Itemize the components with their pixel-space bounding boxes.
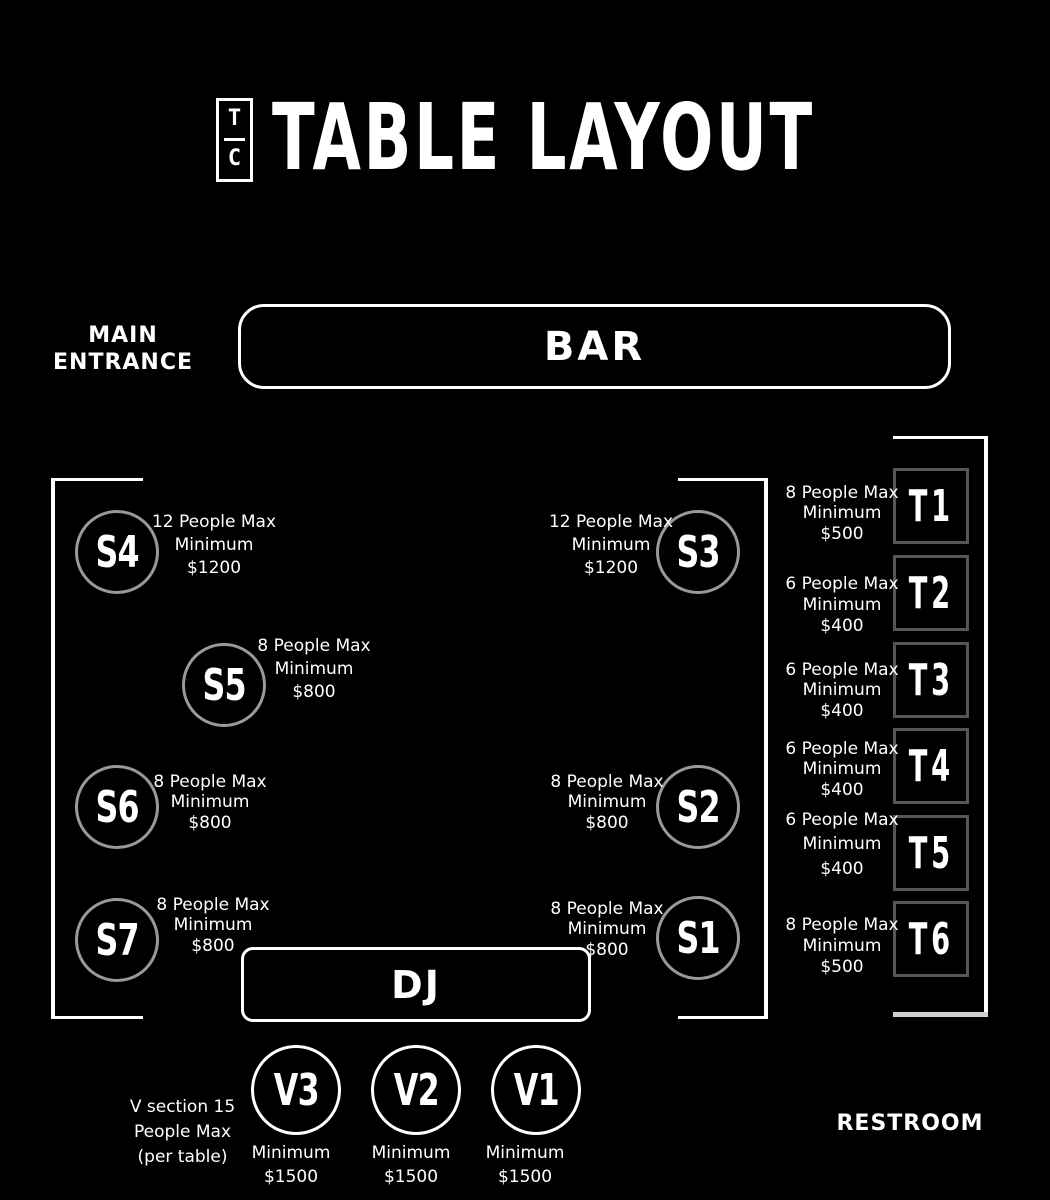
table-s2-capacity: 8 People Max: [550, 772, 664, 792]
table-s6-min-label: Minimum: [170, 792, 250, 812]
table-v2-min-amount: $1500: [383, 1167, 439, 1187]
table-t2-capacity: 6 People Max: [785, 574, 899, 594]
table-s7-capacity: 8 People Max: [156, 895, 270, 915]
table-s7-label: S7: [95, 914, 139, 966]
table-t3-min-label: Minimum: [802, 680, 882, 700]
logo-letter-c: C: [227, 146, 242, 171]
logo-letter-t: T: [227, 106, 242, 131]
table-s4-min-amount: $1200: [186, 558, 242, 578]
table-t1-label: T1: [908, 480, 954, 532]
table-s2-min-label: Minimum: [567, 792, 647, 812]
table-t6-label: T6: [908, 913, 954, 965]
table-t6-min-amount: $500: [820, 957, 864, 977]
v-section-info: [110, 1095, 255, 1170]
logo-divider: [224, 138, 245, 141]
table-s6-capacity: 8 People Max: [153, 772, 267, 792]
table-s3-capacity: 12 People Max: [548, 512, 674, 532]
table-v3-min-amount: $1500: [263, 1167, 319, 1187]
table-t5-label: T5: [908, 827, 954, 879]
table-s5-info: [250, 635, 378, 703]
table-s6-label: S6: [95, 781, 139, 833]
table-t4-label: T4: [908, 740, 954, 792]
table-s5-min-label: Minimum: [274, 659, 354, 679]
v-section-line-3: (per table): [137, 1147, 228, 1167]
table-s7-info: [149, 894, 277, 959]
table-s5-label: S5: [202, 659, 246, 711]
table-t6-min-label: Minimum: [802, 936, 882, 956]
table-v1-label: V1: [513, 1064, 559, 1116]
venue-logo: [216, 98, 253, 182]
table-s2-info: [543, 771, 671, 836]
table-s7-min-label: Minimum: [173, 915, 253, 935]
page-title: TABLE LAYOUT: [272, 84, 815, 191]
table-t4-capacity: 6 People Max: [785, 739, 899, 759]
table-v1-info: [470, 1141, 580, 1189]
table-s1-label: S1: [676, 912, 720, 964]
table-v2-info: [356, 1141, 466, 1189]
dj-booth: DJ: [241, 947, 591, 1022]
table-t1-info: [771, 482, 913, 547]
table-t4-min-label: Minimum: [802, 759, 882, 779]
table-v1-min-amount: $1500: [497, 1167, 553, 1187]
table-s2-label: S2: [676, 781, 720, 833]
v-section-line-1: V section 15: [129, 1097, 236, 1117]
table-v3-label: V3: [273, 1064, 319, 1116]
table-s1-info: [543, 898, 671, 963]
table-s6-min-amount: $800: [188, 813, 232, 833]
table-t2-min-label: Minimum: [802, 595, 882, 615]
table-t1-capacity: 8 People Max: [785, 483, 899, 503]
table-s5-min-amount: $800: [292, 682, 336, 702]
table-t5-min-amount: $400: [820, 859, 864, 879]
table-t6-info: [771, 914, 913, 978]
table-s7[interactable]: [75, 898, 159, 982]
table-t4-min-amount: $400: [820, 780, 864, 800]
table-v2[interactable]: [371, 1045, 461, 1135]
table-t2-label: T2: [908, 567, 954, 619]
table-v2-label: V2: [393, 1064, 439, 1116]
restroom-label: RESTROOM: [836, 1111, 984, 1136]
table-t3-min-amount: $400: [820, 701, 864, 721]
table-s3-label: S3: [676, 526, 720, 578]
bar-area: BAR: [238, 304, 951, 389]
table-v3[interactable]: [251, 1045, 341, 1135]
table-v1[interactable]: [491, 1045, 581, 1135]
main-entrance-line-1: MAIN: [88, 323, 158, 348]
table-t2-info: [771, 573, 913, 637]
table-t3-info: [771, 659, 913, 724]
table-t5-capacity: 6 People Max: [785, 810, 899, 830]
table-s3-min-label: Minimum: [571, 535, 651, 555]
table-t2-min-amount: $400: [820, 616, 864, 636]
table-s4-info: [145, 511, 283, 579]
table-s4-min-label: Minimum: [174, 535, 254, 555]
table-s1-capacity: 8 People Max: [550, 899, 664, 919]
main-entrance-label: [52, 322, 194, 376]
table-s1-min-label: Minimum: [567, 919, 647, 939]
main-entrance-line-2: ENTRANCE: [53, 350, 193, 375]
table-t5-info: [771, 809, 913, 880]
table-v1-min-label: Minimum: [485, 1143, 565, 1163]
table-v3-info: [236, 1141, 346, 1189]
v-section-line-2: People Max: [133, 1122, 232, 1142]
table-s2-min-amount: $800: [585, 813, 629, 833]
table-s5-capacity: 8 People Max: [257, 636, 371, 656]
table-s3-info: [538, 511, 684, 579]
table-s4-label: S4: [95, 526, 139, 578]
table-s7-min-amount: $800: [191, 936, 235, 956]
table-t1-min-amount: $500: [820, 524, 864, 544]
table-t6-capacity: 8 People Max: [785, 915, 899, 935]
table-t1-min-label: Minimum: [802, 503, 882, 523]
table-t4-info: [771, 738, 913, 803]
table-s1-min-amount: $800: [585, 940, 629, 960]
table-t5-min-label: Minimum: [802, 834, 882, 854]
table-t3-capacity: 6 People Max: [785, 660, 899, 680]
table-v3-min-label: Minimum: [251, 1143, 331, 1163]
table-s6-info: [146, 771, 274, 836]
table-v2-min-label: Minimum: [371, 1143, 451, 1163]
table-s4-capacity: 12 People Max: [151, 512, 277, 532]
table-t3-label: T3: [908, 654, 954, 706]
t-section-floor-line: [893, 1012, 988, 1017]
table-s3-min-amount: $1200: [583, 558, 639, 578]
